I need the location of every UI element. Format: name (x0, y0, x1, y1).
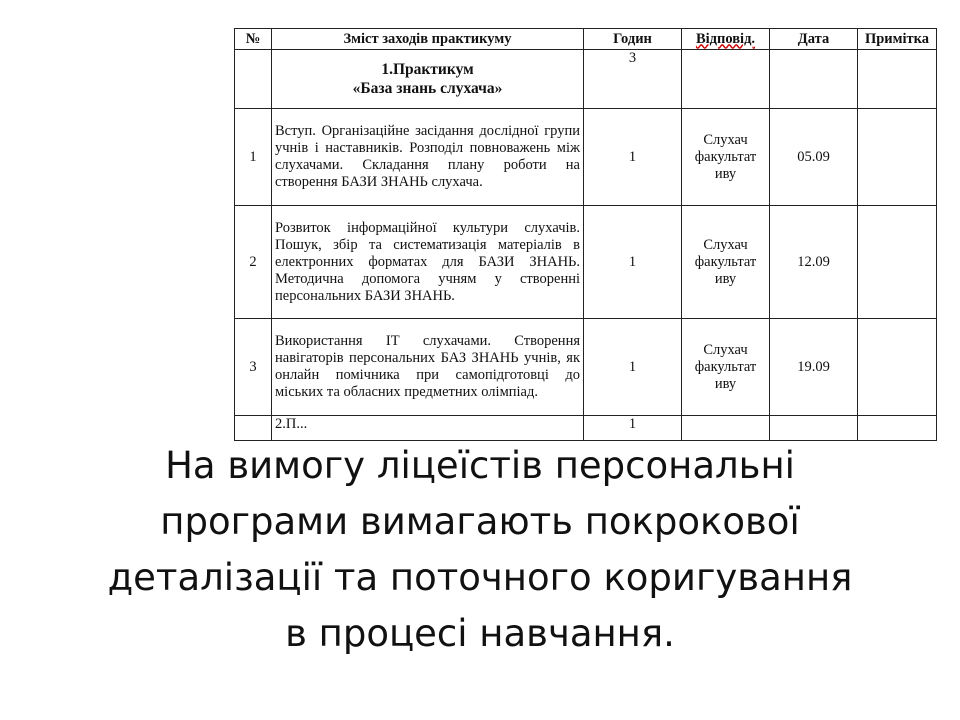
table-row (235, 206, 937, 319)
row-responsible: Слухач факультат иву (682, 206, 770, 319)
row-num (235, 416, 272, 441)
row-num: 1 (235, 109, 272, 206)
row-hours: 1 (584, 319, 682, 416)
table-row (235, 109, 937, 206)
row-hours: 1 (584, 206, 682, 319)
plan-table (234, 28, 937, 441)
plan-table-image (234, 28, 936, 432)
row-date: 05.09 (770, 109, 858, 206)
row-hours: 1 (584, 109, 682, 206)
header-num: № (235, 29, 272, 50)
section-responsible (682, 50, 770, 109)
section-title-line1: 1.Практикум (381, 61, 474, 78)
row-responsible: Слухач факультат иву (682, 319, 770, 416)
table-header-row (235, 29, 937, 50)
header-hours: Годин (584, 29, 682, 50)
section-num (235, 50, 272, 109)
slide-caption (40, 438, 920, 662)
caption-line-2: програми вимагають покрокової (160, 500, 800, 543)
section-date (770, 50, 858, 109)
section-note (858, 50, 937, 109)
table-row (235, 319, 937, 416)
table-row-partial (235, 416, 937, 441)
row-note (858, 109, 937, 206)
row-num: 3 (235, 319, 272, 416)
row-content: Використання ІТ слухачами. Створення навігаторів персональних БАЗ ЗНАНЬ учнів, як онлайн помічника при самопідготовці до міських та обласних предметних олімпіад. (272, 319, 584, 416)
row-content: 2.П... (272, 416, 584, 441)
row-hours: 1 (584, 416, 682, 441)
row-date (770, 416, 858, 441)
row-note (858, 319, 937, 416)
header-responsible: Відповід. (682, 29, 770, 50)
row-content: Розвиток інформаційної культури слухачів. Пошук, збір та систематизація матеріалів в електронних форматах для БАЗИ ЗНАНЬ. Методична допомога учням у створенні персональних БАЗИ ЗНАНЬ. (272, 206, 584, 319)
caption-line-3: деталізації та поточного коригування (107, 556, 853, 599)
row-note (858, 416, 937, 441)
section-hours: 3 (584, 50, 682, 109)
header-content: Зміст заходів практикуму (272, 29, 584, 50)
caption-line-4: в процесі навчання. (285, 612, 675, 655)
caption-line-1: На вимогу ліцеїстів персональні (165, 444, 795, 487)
section-title-line2: «База знань слухача» (352, 80, 503, 97)
header-note: Примітка (858, 29, 937, 50)
row-responsible (682, 416, 770, 441)
row-date: 12.09 (770, 206, 858, 319)
section-row (235, 50, 937, 109)
row-responsible: Слухач факультат иву (682, 109, 770, 206)
row-content: Вступ. Організаційне засідання дослідної групи учнів і наставників. Розподіл повноважень між слухачами. Складання плану роботи на створення БАЗИ ЗНАНЬ слухача. (272, 109, 584, 206)
header-date: Дата (770, 29, 858, 50)
row-num: 2 (235, 206, 272, 319)
section-title (272, 50, 584, 109)
row-date: 19.09 (770, 319, 858, 416)
row-note (858, 206, 937, 319)
